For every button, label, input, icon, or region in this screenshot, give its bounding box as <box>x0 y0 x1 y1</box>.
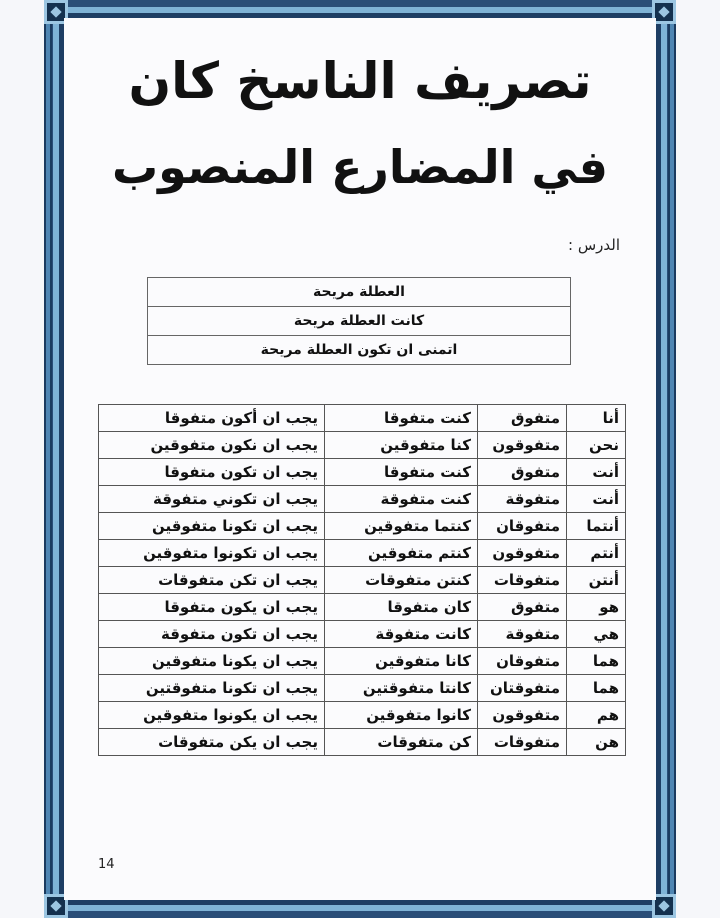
subjunctive-cell: يجب ان تكوني متفوقة <box>99 486 325 513</box>
conjugation-row <box>99 648 626 675</box>
pronoun-cell: هما <box>567 675 626 702</box>
past-kana-cell: كان متفوقا <box>325 594 478 621</box>
subjunctive-cell: يجب ان أكون متفوقا <box>99 405 325 432</box>
example-row <box>148 307 571 336</box>
conjugation-row <box>99 513 626 540</box>
lesson-label: الدرس : <box>568 236 620 254</box>
conjugation-row <box>99 729 626 756</box>
past-kana-cell: كانوا متفوقين <box>325 702 478 729</box>
example-sentence: كانت العطلة مريحة <box>148 307 571 336</box>
pronoun-cell: هم <box>567 702 626 729</box>
pronoun-cell: أنا <box>567 405 626 432</box>
adjective-cell: متفوقان <box>478 648 567 675</box>
conjugation-row <box>99 540 626 567</box>
pronoun-cell: نحن <box>567 432 626 459</box>
subjunctive-cell: يجب ان يكونا متفوقين <box>99 648 325 675</box>
pronoun-cell: أنتن <box>567 567 626 594</box>
example-row <box>148 278 571 307</box>
example-row <box>148 336 571 365</box>
page-subtitle: في المضارع المنصوب <box>111 140 609 194</box>
conjugation-row <box>99 405 626 432</box>
past-kana-cell: كنت متفوقا <box>325 405 478 432</box>
subjunctive-cell: يجب ان تكونوا متفوقين <box>99 540 325 567</box>
adjective-cell: متفوق <box>478 459 567 486</box>
page-number: 14 <box>98 857 115 872</box>
subjunctive-cell: يجب ان يكون متفوقا <box>99 594 325 621</box>
frame-right-bar <box>668 0 676 918</box>
adjective-cell: متفوقتان <box>478 675 567 702</box>
adjective-cell: متفوقات <box>478 567 567 594</box>
adjective-cell: متفوقة <box>478 621 567 648</box>
past-kana-cell: كانتا متفوقتين <box>325 675 478 702</box>
subjunctive-cell: يجب ان تكون متفوقا <box>99 459 325 486</box>
past-kana-cell: كن متفوقات <box>325 729 478 756</box>
adjective-cell: متفوقون <box>478 432 567 459</box>
subjunctive-cell: يجب ان نكون متفوقين <box>99 432 325 459</box>
pronoun-cell: أنت <box>567 486 626 513</box>
past-kana-cell: كنتن متفوقات <box>325 567 478 594</box>
past-kana-cell: كنت متفوقة <box>325 486 478 513</box>
adjective-cell: متفوق <box>478 405 567 432</box>
subjunctive-cell: يجب ان تكونا متفوقتين <box>99 675 325 702</box>
subjunctive-cell: يجب ان تكن متفوقات <box>99 567 325 594</box>
pronoun-cell: أنتم <box>567 540 626 567</box>
examples-table <box>147 277 571 365</box>
frame-left-bar <box>44 0 52 918</box>
pronoun-cell: أنت <box>567 459 626 486</box>
conjugation-row <box>99 432 626 459</box>
pronoun-cell: هو <box>567 594 626 621</box>
past-kana-cell: كانا متفوقين <box>325 648 478 675</box>
subjunctive-cell: يجب ان تكونا متفوقين <box>99 513 325 540</box>
pronoun-cell: أنتما <box>567 513 626 540</box>
conjugation-row <box>99 594 626 621</box>
example-sentence: العطلة مريحة <box>148 278 571 307</box>
pronoun-cell: هما <box>567 648 626 675</box>
subjunctive-cell: يجب ان يكونوا متفوقين <box>99 702 325 729</box>
adjective-cell: متفوقة <box>478 486 567 513</box>
adjective-cell: متفوقون <box>478 540 567 567</box>
subjunctive-cell: يجب ان يكن متفوقات <box>99 729 325 756</box>
past-kana-cell: كنا متفوقين <box>325 432 478 459</box>
subjunctive-cell: يجب ان تكون متفوقة <box>99 621 325 648</box>
conjugation-row <box>99 486 626 513</box>
adjective-cell: متفوق <box>478 594 567 621</box>
conjugation-row <box>99 567 626 594</box>
adjective-cell: متفوقات <box>478 729 567 756</box>
page-title: تصريف الناسخ كان <box>128 52 592 110</box>
conjugation-row <box>99 675 626 702</box>
pronoun-cell: هن <box>567 729 626 756</box>
pronoun-cell: هي <box>567 621 626 648</box>
conjugation-row <box>99 621 626 648</box>
adjective-cell: متفوقان <box>478 513 567 540</box>
past-kana-cell: كنت متفوقا <box>325 459 478 486</box>
example-sentence: اتمنى ان تكون العطلة مريحة <box>148 336 571 365</box>
past-kana-cell: كنتم متفوقين <box>325 540 478 567</box>
conjugation-row <box>99 702 626 729</box>
conjugation-table <box>98 404 626 756</box>
conjugation-row <box>99 459 626 486</box>
past-kana-cell: كانت متفوقة <box>325 621 478 648</box>
past-kana-cell: كنتما متفوقين <box>325 513 478 540</box>
adjective-cell: متفوقون <box>478 702 567 729</box>
